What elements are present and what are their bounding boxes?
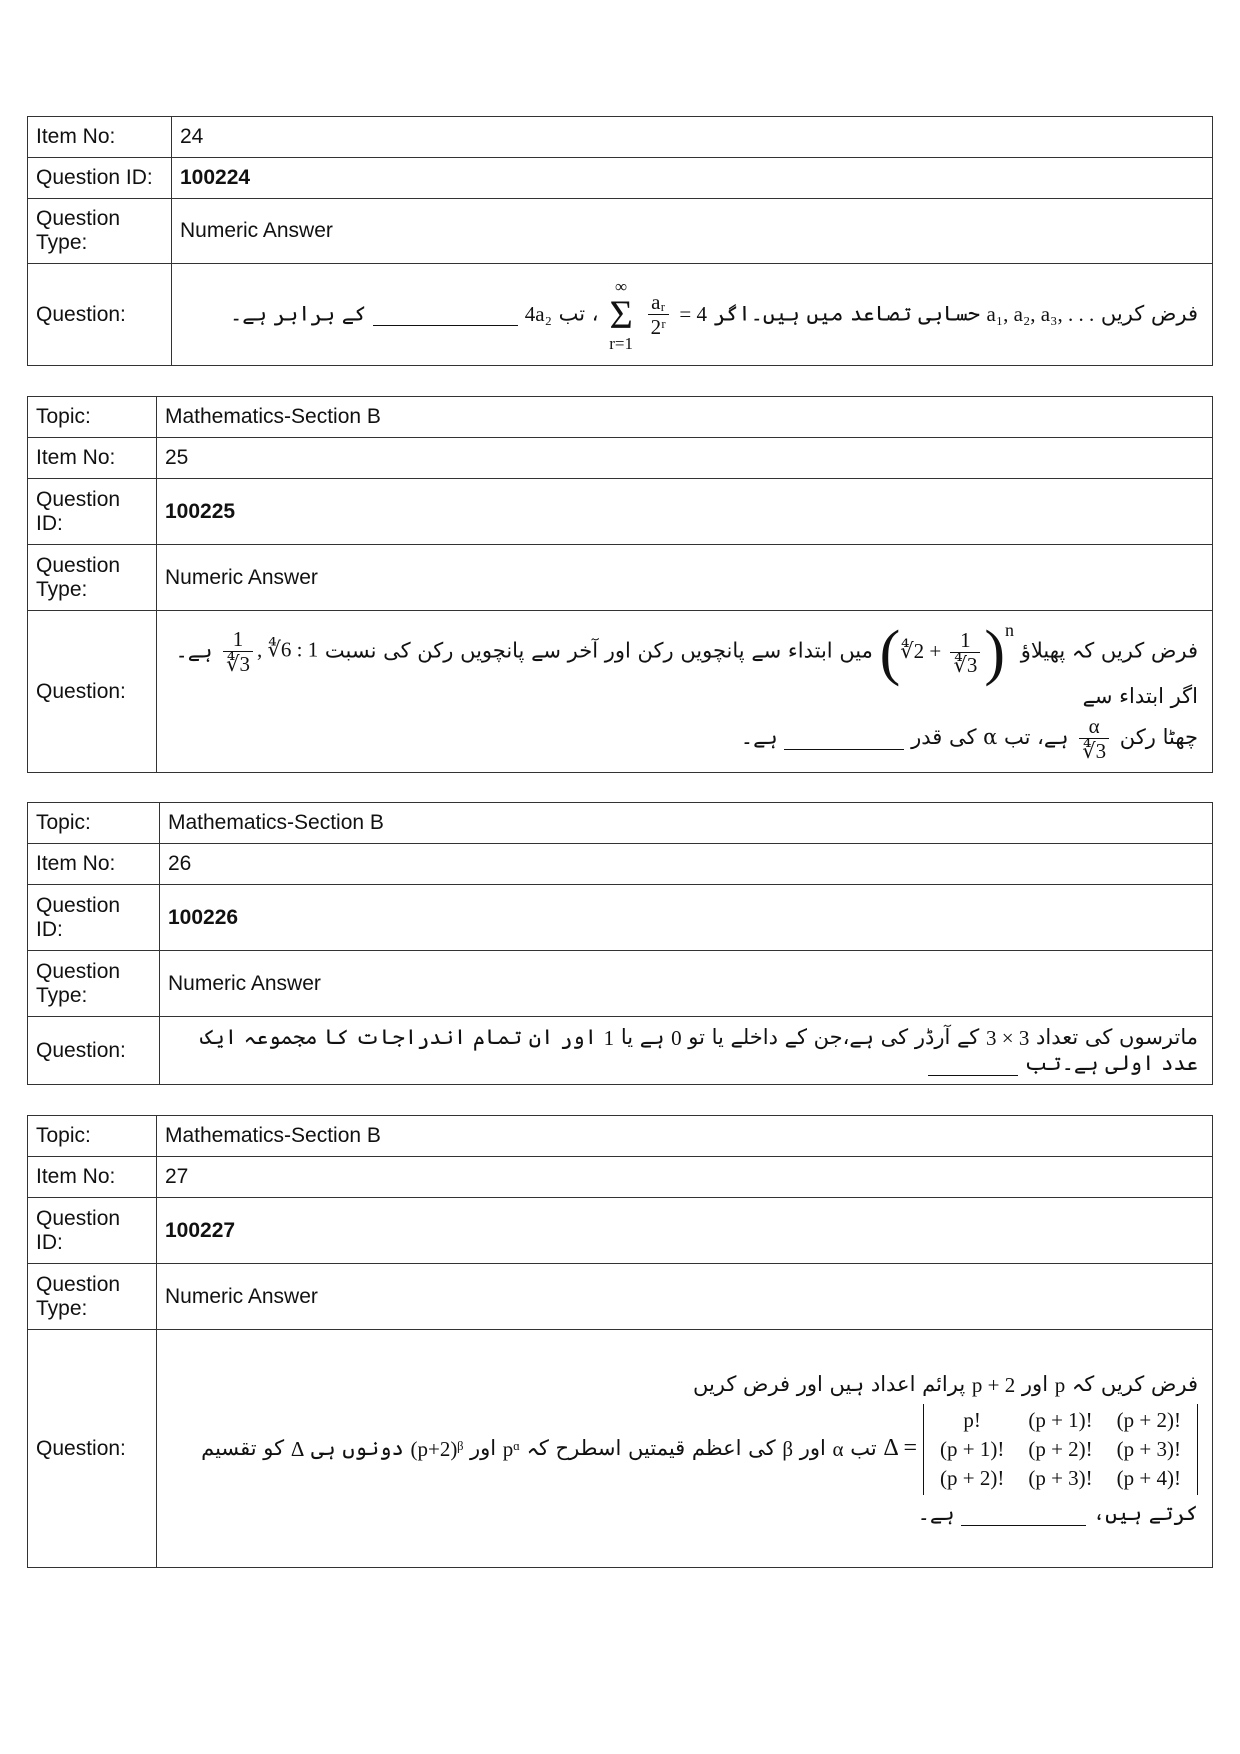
question-label: Question: xyxy=(28,611,157,773)
question-type-label: Question Type: xyxy=(28,951,160,1017)
item-no-label: Item No: xyxy=(28,117,172,158)
question-block-25 xyxy=(27,396,1213,773)
question-label: Question: xyxy=(28,1017,160,1085)
topic-value: Mathematics-Section B xyxy=(160,803,1213,844)
topic-label: Topic: xyxy=(28,1116,157,1157)
answer-blank[interactable] xyxy=(961,1503,1086,1526)
determinant-matrix: p! (p + 1)! (p + 2)! (p + 1)! (p + 2)! (p + 3)! (p + 2)! (p + 3)! (p + 4)! xyxy=(923,1404,1198,1495)
answer-blank[interactable] xyxy=(784,727,904,750)
question-type-value: Numeric Answer xyxy=(157,545,1213,611)
item-no-value: 25 xyxy=(157,438,1213,479)
item-no-label: Item No: xyxy=(28,844,160,885)
question-text: ماترسوں کی تعداد 3 × 3 کے آرڈر کی ہے،جن کے داخلے یا تو 0 ہے یا 1 اور ان تمام اندراجات کا مجموعہ ایک عدد اولی ہے۔تب xyxy=(160,1017,1213,1085)
topic-label: Topic: xyxy=(28,397,157,438)
question-type-label: Question Type: xyxy=(28,545,157,611)
question-id-label: Question ID: xyxy=(28,158,172,199)
topic-value: Mathematics-Section B xyxy=(157,397,1213,438)
question-type-value: Numeric Answer xyxy=(172,199,1213,264)
question-id-value: 100226 xyxy=(160,885,1213,951)
item-no-label: Item No: xyxy=(28,438,157,479)
topic-label: Topic: xyxy=(28,803,160,844)
question-id-label: Question ID: xyxy=(28,885,160,951)
item-no-label: Item No: xyxy=(28,1157,157,1198)
answer-blank[interactable] xyxy=(373,303,518,326)
question-block-27 xyxy=(27,1115,1213,1568)
question-label: Question: xyxy=(28,1330,157,1568)
question-label: Question: xyxy=(28,264,172,366)
question-id-label: Question ID: xyxy=(28,479,157,545)
question-id-label: Question ID: xyxy=(28,1198,157,1264)
question-block-26 xyxy=(27,802,1213,1085)
question-type-value: Numeric Answer xyxy=(157,1264,1213,1330)
item-no-value: 26 xyxy=(160,844,1213,885)
question-type-label: Question Type: xyxy=(28,199,172,264)
question-id-value: 100224 xyxy=(172,158,1213,199)
item-no-value: 27 xyxy=(157,1157,1213,1198)
question-id-value: 100225 xyxy=(157,479,1213,545)
question-text: فرض کریں کہ p اور p + 2 پرائم اعداد ہیں اور فرض کریں Δ = p! (p + 1)! (p + 2)! (p + 1)! (p + 2)! (p + 3)! (p + 2)! (p + 3)! (p + 4)! تب α اور β کی اعظم قیمتیں اسطرح کہ pᵅ اور (p+2)ᵝ دونوں ہی Δ کو تقسیم کرتے ہیں، ہے۔ xyxy=(157,1330,1213,1568)
answer-blank[interactable] xyxy=(928,1053,1018,1076)
topic-value: Mathematics-Section B xyxy=(157,1116,1213,1157)
question-block-24 xyxy=(27,116,1213,366)
question-text: فرض کریں a₁, a₂, a₃, . . . حسابی تصاعد میں ہیں۔اگر = 4 $\frac{\text{aᵣ}}{\text{2ʳ}}$ ∞ Σ r=1 ، تب 4a₂ کے برابر ہے۔ xyxy=(172,264,1213,366)
item-no-value: 24 xyxy=(172,117,1213,158)
question-type-value: Numeric Answer xyxy=(160,951,1213,1017)
question-text: فرض کریں کہ پھیلاؤ (∜2 + $\frac{1}{∜3}$ )$^n$ میں ابتداء سے پانچویں رکن اور آخر سے پانچویں رکن کی نسبت $\frac{1}{∜3}$ , ∜6 : 1 ہے۔اگر ابتداء سے چھٹا رکن $\frac{\alpha}{∜3}$ ہے، تب α کی قدر ہے۔ xyxy=(157,611,1213,773)
question-id-value: 100227 xyxy=(157,1198,1213,1264)
question-type-label: Question Type: xyxy=(28,1264,157,1330)
